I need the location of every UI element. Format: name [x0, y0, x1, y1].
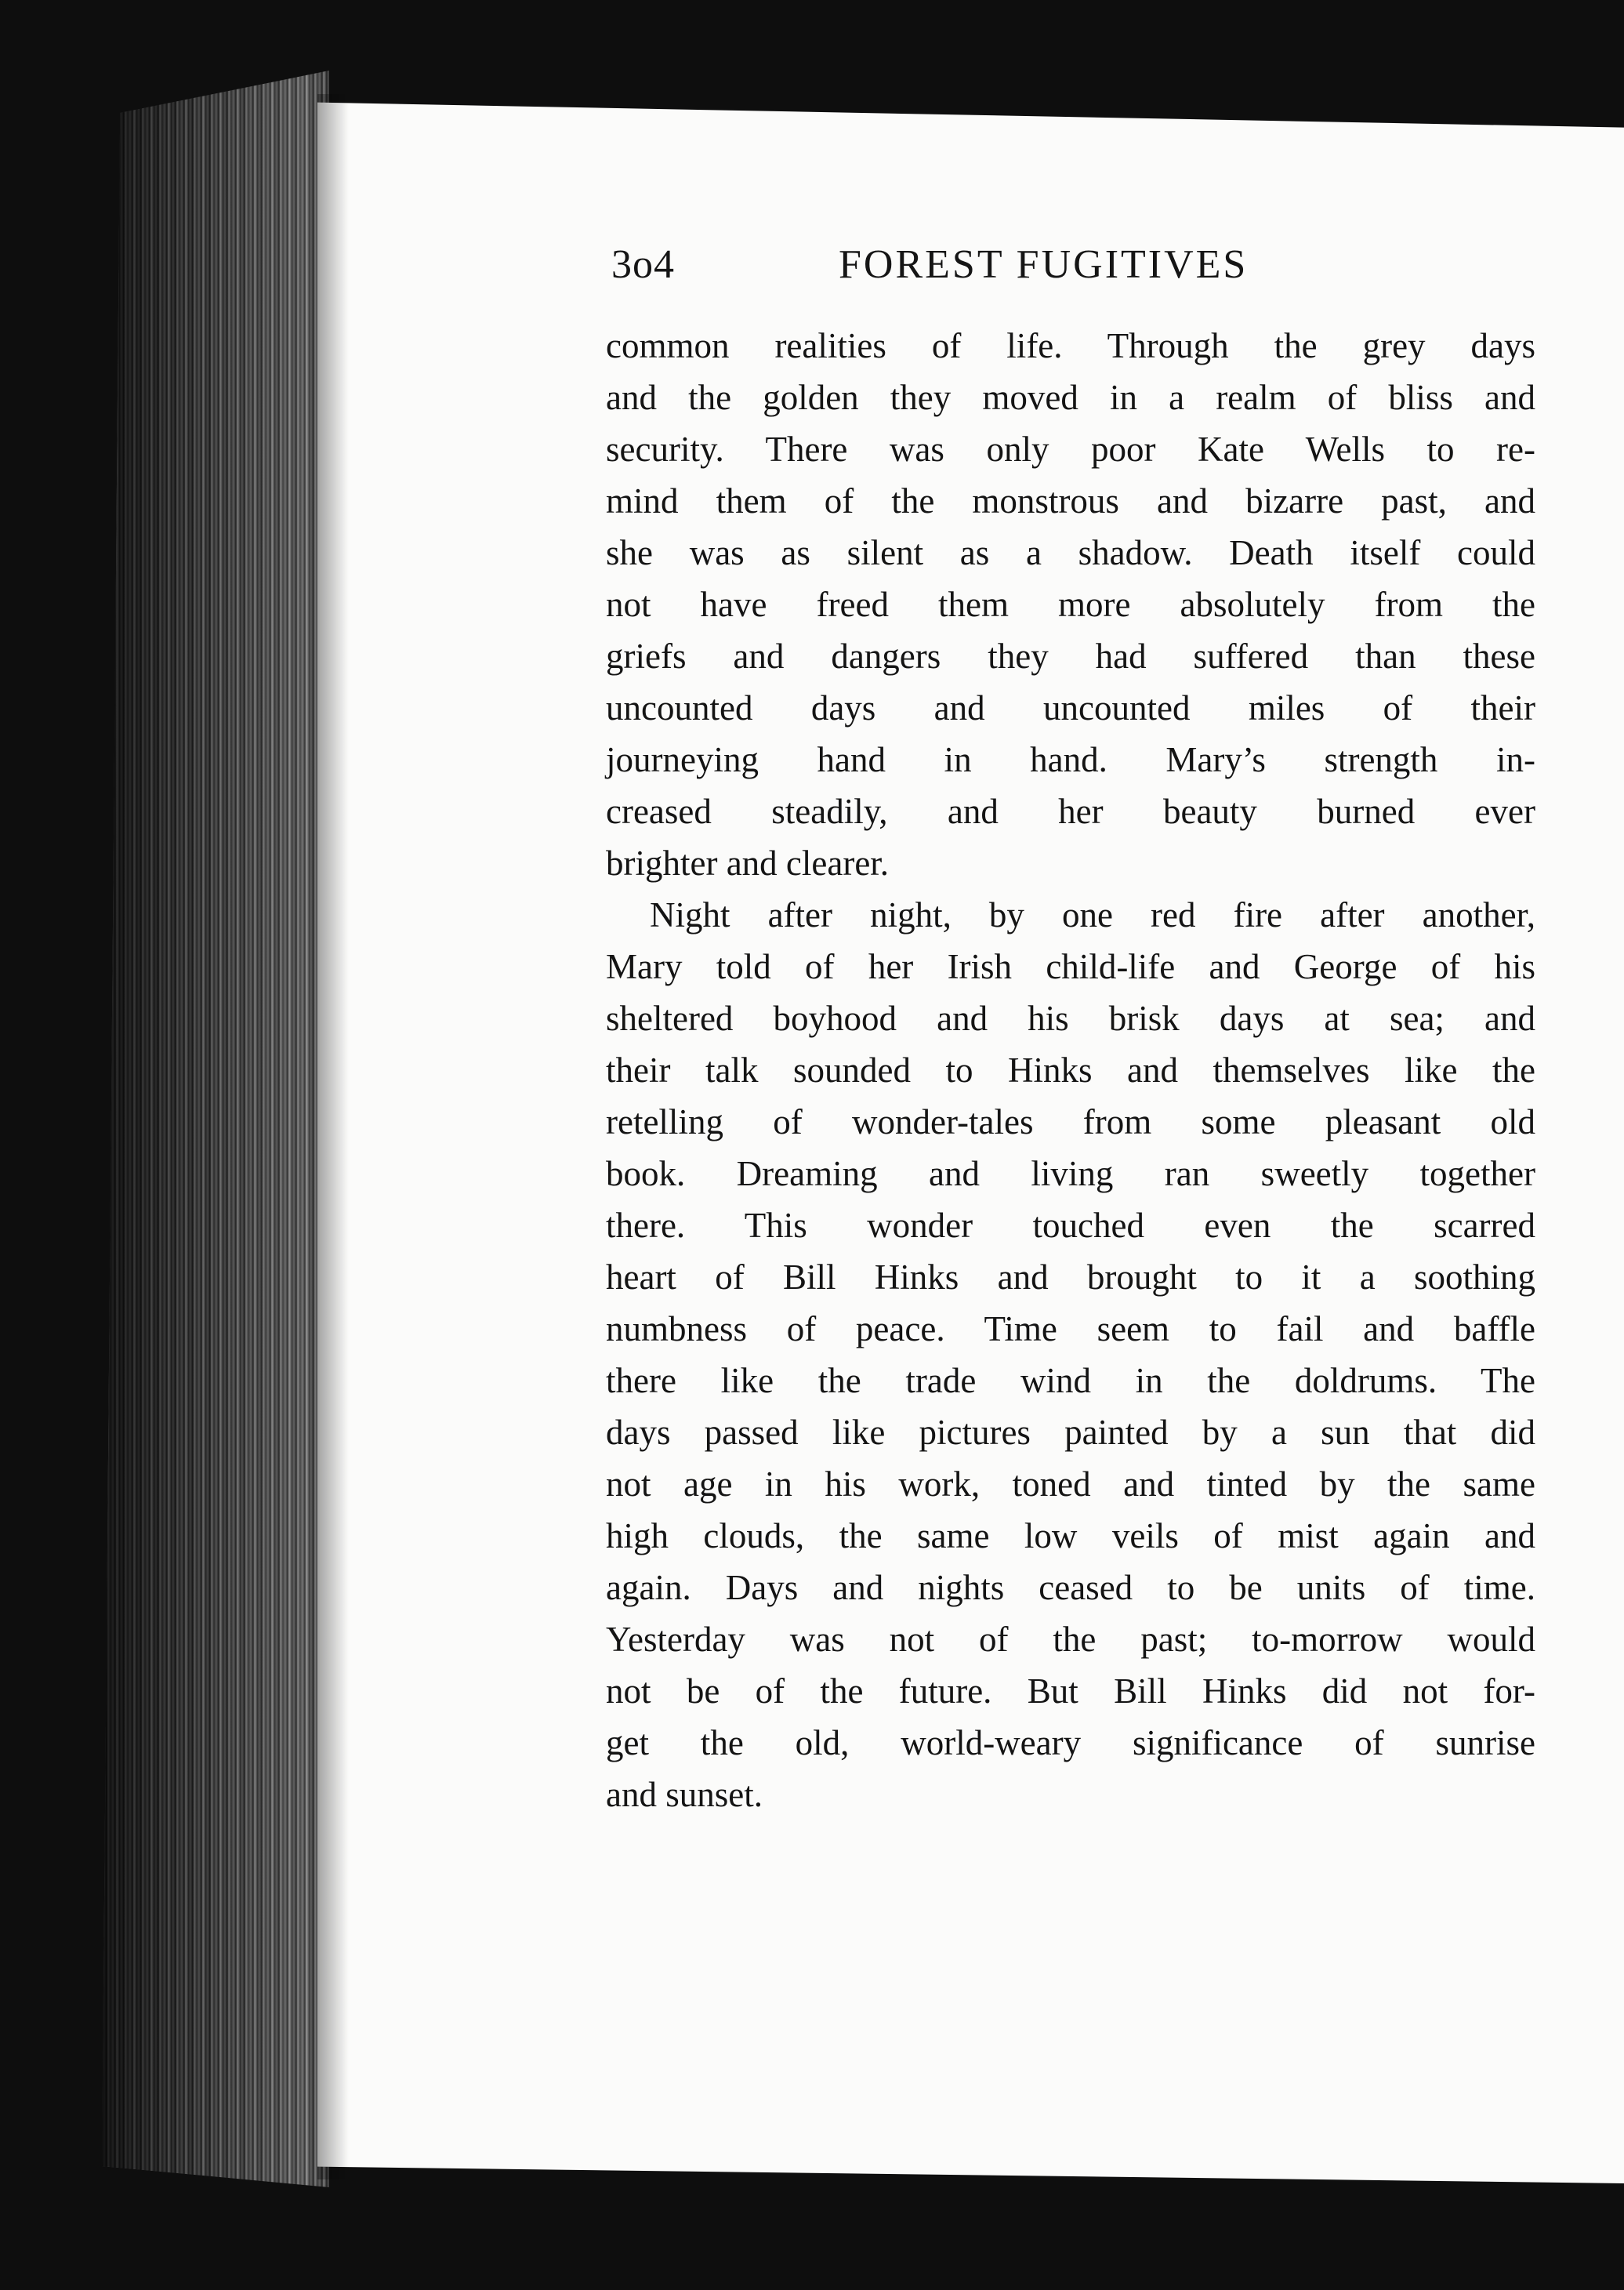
text-line: common realities of life. Through the grey days — [606, 326, 1535, 365]
text-line: get the old, world-weary significance of sunrise — [606, 1723, 1535, 1762]
text-line: uncounted days and uncounted miles of their — [606, 688, 1535, 728]
text-line: not be of the future. But Bill Hinks did not for- — [606, 1671, 1535, 1711]
text-line: Yesterday was not of the past; to-morrow would — [606, 1620, 1535, 1659]
text-line: not age in his work, toned and tinted by the same — [606, 1464, 1535, 1504]
body-text — [606, 320, 1535, 1820]
page-number: 3o4 — [611, 242, 675, 287]
text-line: she was as silent as a shadow. Death itself could — [606, 533, 1535, 572]
book-title: FOREST FUGITIVES — [839, 242, 1249, 287]
text-line: retelling of wonder-tales from some pleasant old — [606, 1102, 1535, 1141]
text-line: and sunset. — [606, 1775, 763, 1814]
text-line: sheltered boyhood and his brisk days at sea; and — [606, 999, 1535, 1038]
text-line: book. Dreaming and living ran sweetly together — [606, 1154, 1535, 1193]
gutter-shadow — [317, 94, 349, 2179]
text-line: days passed like pictures painted by a sun that did — [606, 1413, 1535, 1452]
text-line: heart of Bill Hinks and brought to it a soothing — [606, 1258, 1535, 1297]
text-line: there. This wonder touched even the scarred — [606, 1206, 1535, 1245]
text-line: there like the trade wind in the doldrums. The — [606, 1361, 1535, 1400]
text-line: their talk sounded to Hinks and themselves like the — [606, 1051, 1535, 1090]
text-line: creased steadily, and her beauty burned ever — [606, 792, 1535, 831]
text-line: griefs and dangers they had suffered than these — [606, 637, 1535, 676]
text-line: and the golden they moved in a realm of bliss and — [606, 378, 1535, 417]
text-line: Mary told of her Irish child-life and George of his — [606, 947, 1535, 986]
text-line: not have freed them more absolutely from the — [606, 585, 1535, 624]
book-edge-shading — [102, 71, 329, 2187]
running-head — [611, 241, 1540, 296]
text-line: numbness of peace. Time seem to fail and baffle — [606, 1309, 1535, 1348]
text-line: Night after night, by one red fire after another, — [650, 895, 1535, 935]
text-line: brighter and clearer. — [606, 844, 890, 883]
text-line: journeying hand in hand. Mary’s strength in- — [606, 740, 1535, 779]
text-line: again. Days and nights ceased to be units of time. — [606, 1568, 1535, 1607]
text-line: high clouds, the same low veils of mist again and — [606, 1516, 1535, 1555]
text-line: security. There was only poor Kate Wells to re- — [606, 430, 1535, 469]
text-line: mind them of the monstrous and bizarre past, and — [606, 481, 1535, 521]
